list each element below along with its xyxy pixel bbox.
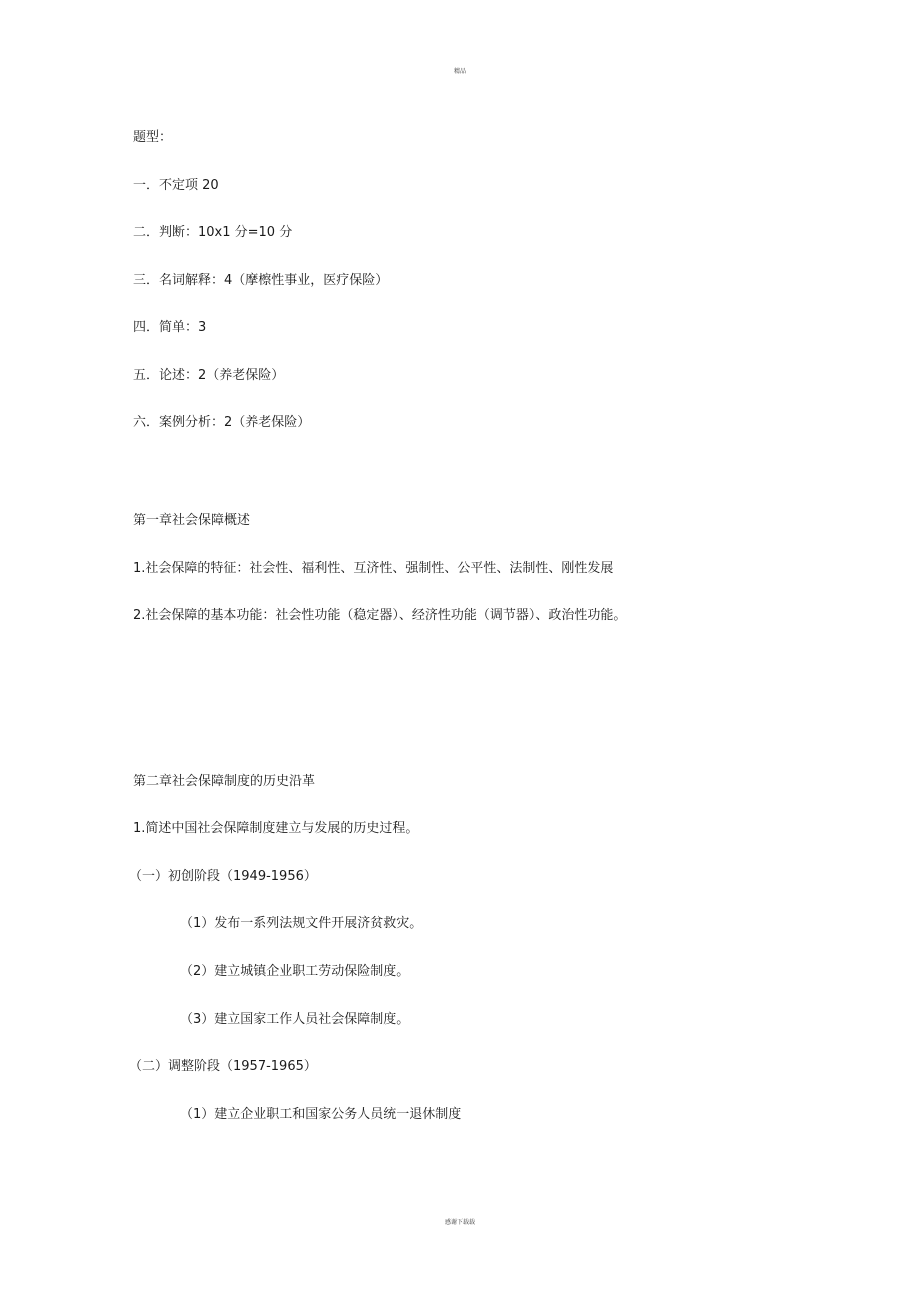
question-type-6: 六．案例分析：2（养老保险） bbox=[133, 415, 311, 430]
question-type-5: 五．论述：2（养老保险） bbox=[133, 368, 285, 383]
stage-1-item-2: （2）建立城镇企业职工劳动保险制度。 bbox=[180, 964, 410, 979]
question-type-1: 一．不定项 20 bbox=[133, 178, 219, 193]
chapter-2-heading: 第二章社会保障制度的历史沿革 bbox=[133, 774, 316, 789]
question-type-2: 二．判断：10x1 分=10 分 bbox=[133, 225, 293, 240]
chapter-2-point-1: 1.简述中国社会保障制度建立与发展的历史过程。 bbox=[133, 821, 419, 836]
chapter-1-point-2: 2.社会保障的基本功能：社会性功能（稳定器）、经济性功能（调节器）、政治性功能。 bbox=[133, 608, 627, 623]
stage-2-item-1: （1）建立企业职工和国家公务人员统一退休制度 bbox=[180, 1107, 462, 1122]
page-header: 精品 bbox=[453, 68, 466, 75]
page-footer: 感谢下载载 bbox=[444, 1219, 475, 1226]
question-type-4: 四．简单：3 bbox=[133, 320, 207, 335]
chapter-1-point-1: 1.社会保障的特征：社会性、福利性、互济性、强制性、公平性、法制性、刚性发展 bbox=[133, 561, 614, 576]
stage-2-heading: （二）调整阶段（1957-1965） bbox=[129, 1059, 317, 1074]
question-type-3: 三．名词解释：4（摩檫性事业，医疗保险） bbox=[133, 273, 389, 288]
chapter-1-heading: 第一章社会保障概述 bbox=[133, 513, 251, 528]
stage-1-item-3: （3）建立国家工作人员社会保障制度。 bbox=[180, 1012, 410, 1027]
question-types-heading: 题型： bbox=[133, 130, 173, 145]
stage-1-item-1: （1）发布一系列法规文件开展济贫救灾。 bbox=[180, 916, 423, 931]
stage-1-heading: （一）初创阶段（1949-1956） bbox=[129, 869, 317, 884]
